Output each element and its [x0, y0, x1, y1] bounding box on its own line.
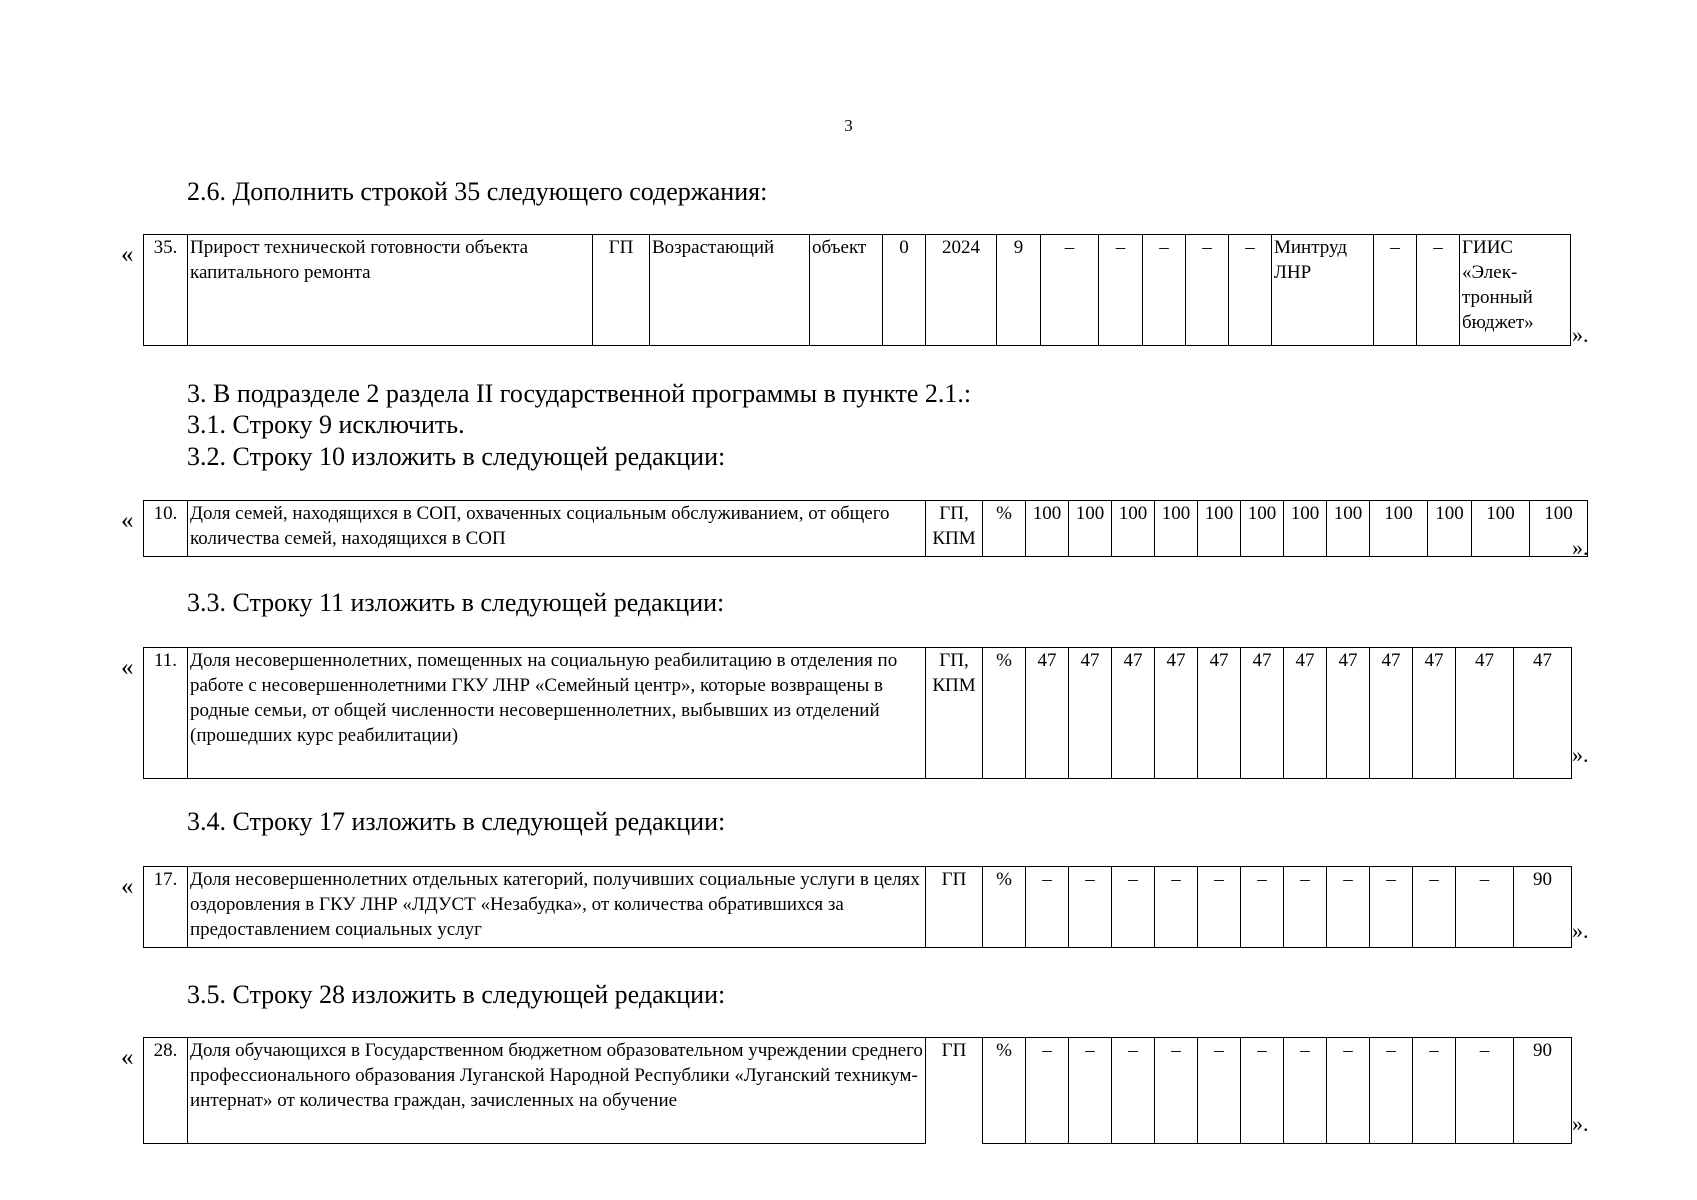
base-year-cell: 2024 — [926, 235, 997, 346]
value-cell: – — [1284, 1038, 1327, 1144]
paragraph-3-5: 3.5. Строку 28 изложить в следующей редакции: — [187, 980, 726, 1009]
value-cell: 90 — [1514, 1038, 1572, 1144]
value-cell: – — [1099, 235, 1143, 346]
value-cell: – — [1026, 867, 1069, 948]
value-cell: 47 — [1155, 648, 1198, 779]
value-cell: 47 — [1284, 648, 1327, 779]
value-cell: 90 — [1514, 867, 1572, 948]
closing-quote: ». — [1572, 1111, 1589, 1136]
paragraph-3-1: 3.1. Строку 9 исключить. — [187, 410, 465, 439]
row-number-cell: 11. — [144, 648, 188, 779]
closing-quote: ». — [1572, 918, 1589, 943]
value-cell: – — [1370, 1038, 1413, 1144]
value-cell: 47 — [1327, 648, 1370, 779]
closing-quote: ». — [1572, 742, 1589, 767]
value-cell: 100 — [1069, 501, 1112, 557]
value-cell: – — [1241, 867, 1284, 948]
opening-quote: « — [121, 241, 134, 268]
value-cell: 100 — [1472, 501, 1530, 557]
value-cell: – — [1112, 867, 1155, 948]
value-cell: – — [1417, 235, 1460, 346]
value-cell: – — [1327, 1038, 1370, 1144]
opening-quote: « — [121, 873, 134, 900]
unit-cell: % — [983, 1038, 1026, 1144]
value-cell: – — [1155, 867, 1198, 948]
value-cell: – — [1229, 235, 1272, 346]
value-cell: 9 — [997, 235, 1041, 346]
value-cell: – — [1413, 867, 1456, 948]
value-cell: – — [1186, 235, 1229, 346]
row-number-cell: 10. — [144, 501, 188, 557]
value-cell: 100 — [1530, 501, 1588, 557]
indicator-name-cell: Доля несовершеннолетних отдельных категорий, получивших социальные услуги в целях оздоровления в ГКУ ЛНР «ЛДУСТ «Незабудка», от количества обратившихся за предоставлением социальных услуг — [188, 867, 926, 948]
value-cell: – — [1456, 1038, 1514, 1144]
value-cell: 100 — [1112, 501, 1155, 557]
level-cell: ГП, КПМ — [926, 648, 983, 779]
value-cell: – — [1041, 235, 1099, 346]
row-number-cell: 17. — [144, 867, 188, 948]
unit-cell: % — [983, 648, 1026, 779]
table-row-28 — [143, 1037, 1572, 1144]
level-cell: ГП — [593, 235, 650, 346]
indicator-name-cell: Доля несовершеннолетних, помещенных на социальную реабилитацию в отделения по работе с несовершеннолетними ГКУ ЛНР «Семейный центр», которые возвращены в родные семьи, от общей численности несовершеннолетних, выбывших из отделений (прошедших курс реабилитации) — [188, 648, 926, 779]
base-value-cell: 0 — [883, 235, 926, 346]
table-row-11 — [143, 647, 1572, 779]
indicator-name-cell: Доля обучающихся в Государственном бюджетном образовательном учреждении среднего профессионального образования Луганской Народной Республики «Луганский техникум-интернат» от количества граждан, зачисленных на обучение — [188, 1038, 926, 1144]
value-cell: – — [1241, 1038, 1284, 1144]
page-number: 3 — [844, 116, 853, 135]
value-cell: – — [1456, 867, 1514, 948]
value-cell: 47 — [1069, 648, 1112, 779]
value-cell: 100 — [1198, 501, 1241, 557]
paragraph-3: 3. В подразделе 2 раздела II государственной программы в пункте 2.1.: — [187, 379, 972, 408]
value-cell: – — [1327, 867, 1370, 948]
value-cell: – — [1026, 1038, 1069, 1144]
unit-cell: % — [983, 501, 1026, 557]
value-cell: 47 — [1514, 648, 1572, 779]
value-cell: 100 — [1241, 501, 1284, 557]
value-cell: 100 — [1155, 501, 1198, 557]
row-number-cell: 28. — [144, 1038, 188, 1144]
level-cell: ГП — [926, 867, 983, 948]
paragraph-3-3: 3.3. Строку 11 изложить в следующей редакции: — [187, 588, 725, 617]
value-cell: 100 — [1284, 501, 1327, 557]
value-cell: – — [1370, 867, 1413, 948]
value-cell: – — [1155, 1038, 1198, 1144]
level-cell: ГП, КПМ — [926, 501, 983, 557]
closing-quote: ». — [1572, 322, 1589, 347]
responsible-cell: Минтруд ЛНР — [1272, 235, 1374, 346]
value-cell: – — [1198, 1038, 1241, 1144]
table-row-10 — [143, 500, 1589, 560]
opening-quote: « — [121, 1044, 134, 1071]
unit-cell: объект — [810, 235, 883, 346]
value-cell: 100 — [1428, 501, 1472, 557]
opening-quote: « — [121, 507, 134, 534]
opening-quote: « — [121, 654, 134, 681]
value-cell: – — [1198, 867, 1241, 948]
table-row-17 — [143, 866, 1572, 948]
indicator-name-cell: Доля семей, находящихся в СОП, охваченных социальным обслуживанием, от общего количества семей, находящихся в СОП — [188, 501, 926, 557]
value-cell: – — [1112, 1038, 1155, 1144]
paragraph-3-4: 3.4. Строку 17 изложить в следующей редакции: — [187, 807, 726, 836]
info-system-cell: ГИИС «Элек-тронный бюджет» — [1460, 235, 1571, 346]
row-number-cell: 35. — [144, 235, 188, 346]
value-cell: 47 — [1241, 648, 1284, 779]
closing-quote: ». — [1572, 535, 1589, 560]
value-cell: – — [1413, 1038, 1456, 1144]
trend-cell: Возрастающий — [650, 235, 810, 346]
value-cell: 100 — [1026, 501, 1069, 557]
value-cell: – — [1374, 235, 1417, 346]
indicator-name-cell: Прирост технической готовности объекта капитального ремонта — [188, 235, 593, 346]
unit-cell: % — [983, 867, 1026, 948]
value-cell: – — [1284, 867, 1327, 948]
value-cell: 47 — [1413, 648, 1456, 779]
value-cell: – — [1069, 1038, 1112, 1144]
value-cell: – — [1143, 235, 1186, 346]
paragraph-2-6: 2.6. Дополнить строкой 35 следующего содержания: — [187, 177, 768, 206]
value-cell: 100 — [1327, 501, 1370, 557]
level-cell: ГП — [926, 1038, 983, 1144]
value-cell: 47 — [1026, 648, 1069, 779]
value-cell: – — [1069, 867, 1112, 948]
paragraph-3-2: 3.2. Строку 10 изложить в следующей редакции: — [187, 442, 726, 471]
value-cell: 47 — [1198, 648, 1241, 779]
value-cell: 100 — [1370, 501, 1428, 557]
value-cell: 47 — [1370, 648, 1413, 779]
value-cell: 47 — [1112, 648, 1155, 779]
value-cell: 47 — [1456, 648, 1514, 779]
table-row-35 — [143, 234, 1571, 346]
